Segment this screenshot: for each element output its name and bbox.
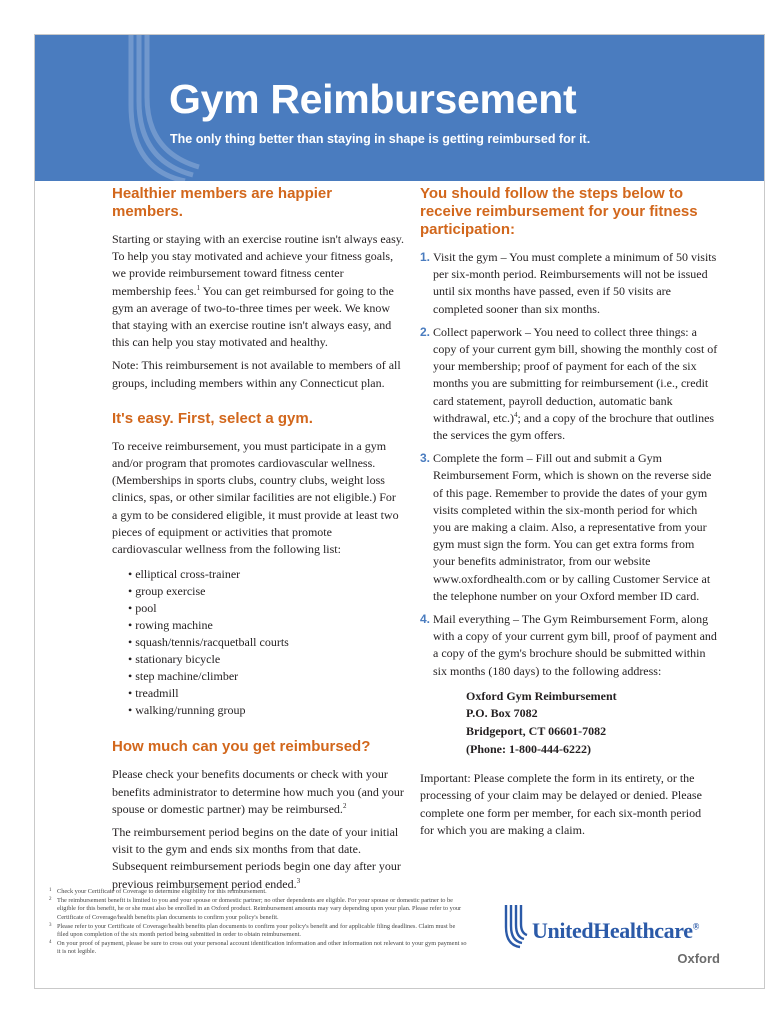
list-item: • step machine/climber bbox=[128, 668, 404, 685]
amount-text-2: The reimbursement period begins on the date of your initial visit to the gym and ends six months from that date. Subsequent reimbursement periods begin one day after your previous reimbursement period ended. bbox=[112, 825, 401, 891]
address-line: P.O. Box 7082 bbox=[466, 706, 538, 721]
step-text-b: ; and a copy of the brochure that outlines the services the gym offers. bbox=[433, 410, 715, 443]
steps-list bbox=[420, 249, 718, 680]
right-column bbox=[420, 185, 718, 845]
footnote-ref-4: 4 bbox=[513, 410, 518, 419]
amount-paragraph-2 bbox=[112, 824, 404, 893]
important-paragraph: Important: Please complete the form in its entirety, or the processing of your claim may be delayed or denied. Please complete one form per member, for each six-month period for which you are making a claim. bbox=[420, 771, 702, 837]
address-line: Bridgeport, CT 06601-7082 bbox=[466, 724, 607, 739]
step-item bbox=[420, 324, 718, 444]
intro-text-a: Starting or staying with an exercise routine isn't always easy. To help you stay motivated and achieve your fitness goals, we provide reimbursement toward fitness center membership fees. bbox=[112, 232, 404, 298]
step-text: Complete the form – Fill out and submit a Gym Reimbursement Form, which is shown on the reverse side of this page. Remember to provide the dates of your gym visits completed within the six-month period for which you are making a claim. Also, a representative from your gym must sign the form. You can get extra forms from your benefits administrator, from our website www.oxfordhealth.com or by calling Customer Service at the telephone number on your Oxford member ID card. bbox=[433, 451, 712, 603]
list-item: • squash/tennis/racquetball courts bbox=[128, 634, 404, 651]
step-item bbox=[420, 249, 718, 318]
step-number: 4. bbox=[420, 612, 431, 627]
logo-brand: UnitedHealthcare bbox=[532, 918, 693, 943]
heading-steps: You should follow the steps below to receive reimbursement for your fitness participation: bbox=[420, 185, 698, 238]
u-mark-icon bbox=[502, 901, 532, 951]
footnote bbox=[49, 888, 467, 896]
unitedhealthcare-logo bbox=[502, 901, 722, 971]
list-item: • elliptical cross-trainer bbox=[128, 566, 404, 583]
footnotes bbox=[49, 888, 467, 958]
step-number: 3. bbox=[420, 451, 431, 466]
footnote bbox=[49, 897, 467, 922]
footnote-text: The reimbursement benefit is limited to you and your spouse or domestic partner; no other dependents are eligible. For your spouse or domestic partner to be eligible for this benefit, he or she must also be enrolled in an Oxford product. Reimbursement amounts may vary depending upon your plan. Please refer to your Certificate of Coverage/health benefits plan documents to confirm your policy's benefit. bbox=[57, 897, 462, 921]
footnote-number: 3 bbox=[49, 922, 52, 928]
footnote-text: Please refer to your Certificate of Coverage/health benefits plan documents to confirm your policy's benefit and for applicable filing deadlines. Claim must be filed upon completion of the six month period being submitted in order to obtain reimbursement. bbox=[57, 922, 456, 939]
intro-paragraph bbox=[112, 231, 404, 351]
list-item: • group exercise bbox=[128, 583, 404, 600]
footnote-text: Check your Certificate of Coverage to determine eligibility for this reimbursement. bbox=[57, 888, 267, 895]
footnote-number: 2 bbox=[49, 897, 52, 903]
heading-select-gym: It's easy. First, select a gym. bbox=[112, 409, 313, 427]
step-number: 1. bbox=[420, 250, 431, 264]
footnote-number: 1 bbox=[49, 888, 52, 893]
footnote-ref-2: 2 bbox=[342, 801, 347, 810]
list-item: • rowing machine bbox=[128, 617, 404, 634]
amount-text-1: Please check your benefits documents or check with your benefits administrator to determine how much you (and your spouse or domestic partner) may be reimbursed. bbox=[112, 767, 404, 816]
registered-mark: ® bbox=[692, 921, 699, 932]
step-text: Mail everything – The Gym Reimbursement Form, along with a copy of your current gym bill, proof of payment and a copy of the gym's brochure should be submitted within six months (180 days) to the following address: bbox=[433, 612, 717, 678]
step-item bbox=[420, 450, 718, 605]
intro-text-b: You can get reimbursed for going to the gym an average of two-to-three times per week. We know that staying with an exercise routine isn't always easy, and this can help you stay motivated and healthy. bbox=[112, 283, 394, 350]
step-item bbox=[420, 611, 718, 680]
list-item: • pool bbox=[128, 600, 404, 617]
heading-healthier-members: Healthier members are happier members. bbox=[112, 185, 333, 220]
footnote bbox=[49, 940, 467, 956]
address-line: (Phone: 1-800-444-6222) bbox=[466, 741, 591, 756]
list-item: • walking/running group bbox=[128, 702, 404, 719]
logo-wordmark bbox=[532, 918, 699, 944]
select-gym-paragraph: To receive reimbursement, you must participate in a gym and/or program that promotes cardiovascular wellness. (Memberships in sports clubs, country clubs, weight loss clinics, spas, or other similar facilities are not eligible.) For a gym to be considered eligible, it must provide at least two pieces of equipment or activities that promote cardiovascular wellness from the following list: bbox=[112, 438, 399, 557]
footnote-number: 4 bbox=[49, 940, 52, 946]
header-band bbox=[35, 35, 764, 181]
document-page bbox=[34, 34, 765, 989]
list-item: • treadmill bbox=[128, 685, 404, 702]
page-subtitle: The only thing better than staying in shape is getting reimbursed for it. bbox=[170, 132, 591, 146]
page-title: Gym Reimbursement bbox=[169, 76, 577, 122]
footnote-ref-3: 3 bbox=[296, 876, 301, 885]
equipment-list bbox=[128, 566, 404, 718]
logo-oxford: Oxford bbox=[677, 951, 720, 966]
footnote bbox=[49, 923, 467, 939]
heading-how-much: How much can you get reimbursed? bbox=[112, 738, 371, 756]
mailing-address bbox=[466, 688, 718, 758]
footnote-ref-1: 1 bbox=[196, 283, 201, 292]
amount-paragraph-1 bbox=[112, 766, 404, 818]
address-line: Oxford Gym Reimbursement bbox=[466, 688, 617, 703]
step-number: 2. bbox=[420, 324, 431, 339]
list-item: • stationary bicycle bbox=[128, 651, 404, 668]
left-column bbox=[112, 185, 404, 899]
note-paragraph: Note: This reimbursement is not available to members of all groups, including members within any Connecticut plan. bbox=[112, 358, 401, 390]
step-text: Visit the gym – You must complete a minimum of 50 visits per six-month period. Reimbursements will not be issued until six months have passed, even if 50 visits are completed sooner than six months. bbox=[433, 250, 717, 316]
step-text-a: Collect paperwork – You need to collect three things: a copy of your current gym bill, showing the monthly cost of your membership; proof of payment for each of the six months you are submitting for reimbursement (i.e., credit card statement, payroll deduction, automatic bank withdrawal, etc.) bbox=[433, 324, 718, 425]
footnote-text: On your proof of payment, please be sure to cross out your personal account identification information and other information not relevant to your gym payment so it is not legible. bbox=[57, 940, 467, 956]
